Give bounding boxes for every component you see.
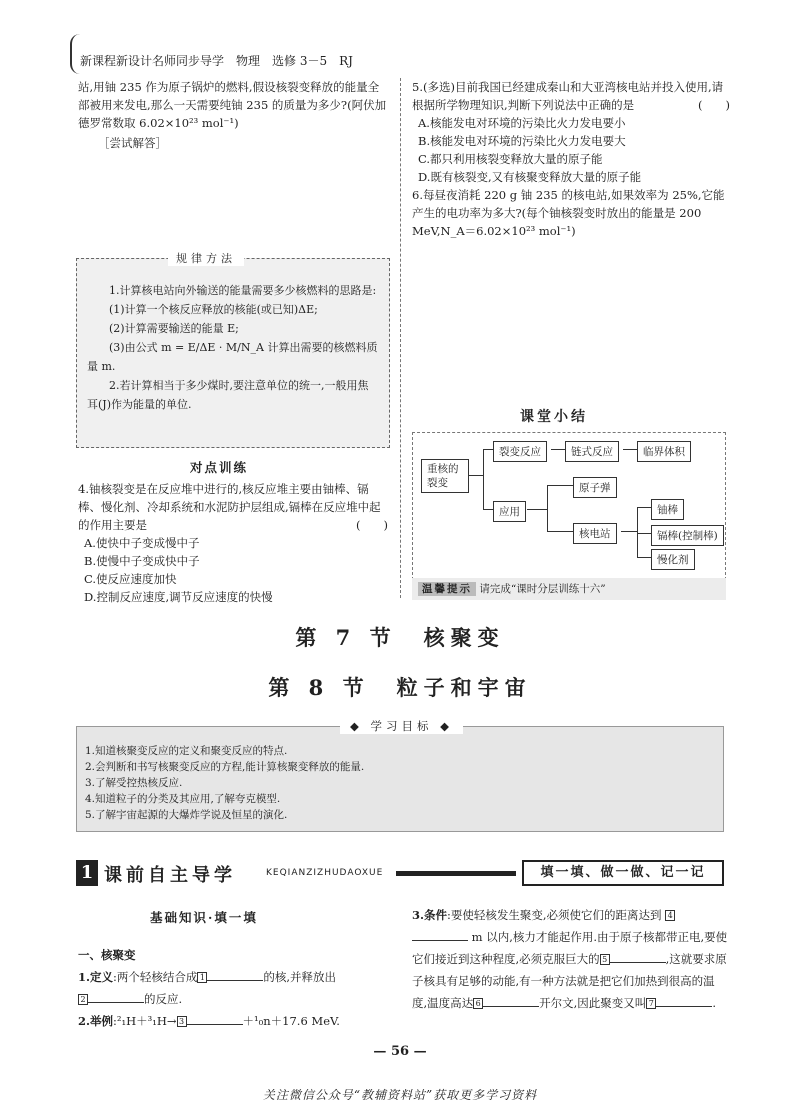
goal-item: 5.了解宇宙起源的大爆炸学说及恒星的演化. <box>85 809 288 821</box>
blank-2[interactable] <box>88 991 144 1003</box>
blank-number-icon: 6 <box>473 998 483 1009</box>
tip-text: 请完成“课时分层训练十六” <box>479 583 606 595</box>
example-text: :²₁H＋³₁H→ <box>113 1014 177 1028</box>
method-line-3: (2)计算需要输送的能量 E; <box>109 322 239 335</box>
connector <box>621 531 637 532</box>
question-continuation: 站,用铀 235 作为原子锅炉的燃料,假设核裂变释放的能量全部被用来发电,那么一天需要纯铀 235 的质量为多少?(阿伏加德罗常数取 6.02×10²³ mol⁻¹) <box>78 80 387 130</box>
q4-stem-text: 4.铀核裂变是在反应堆中进行的,核反应堆主要由铀棒、镉棒、慢化剂、冷却系统和水泥防护层组成,镉棒在反应堆中起的作用主要是 <box>78 482 381 532</box>
goal-item: 3.了解受控热核反应. <box>85 777 183 789</box>
learning-goals-box <box>76 726 724 832</box>
section-7-title: 第 7 节 核聚变 <box>295 625 505 650</box>
goal-item: 1.知道核聚变反应的定义和聚变反应的特点. <box>85 745 288 757</box>
dui-title: 对点训练 <box>190 460 249 475</box>
q4-option-b: B.使慢中子变成快中子 <box>84 554 200 568</box>
node-fission: 裂变反应 <box>493 441 547 462</box>
cond-text-b: m 以内,核力才能起作用.由于原子核都带正电,要使它们接近到这种程度,必须克服巨大的 <box>412 930 728 966</box>
node-critical: 临界体积 <box>637 441 691 462</box>
blank-3[interactable] <box>187 1013 243 1025</box>
connector <box>483 449 484 509</box>
method-line-5: 2.若计算相当于多少煤时,要注意单位的统一,一般用焦耳(J)作为能量的单位. <box>87 379 369 411</box>
def-label: 1.定义 <box>78 970 114 984</box>
column-divider <box>400 78 401 598</box>
node-root: 重核的裂变 <box>421 459 469 493</box>
blank-number-icon: 7 <box>646 998 656 1009</box>
fusion-heading: 一、核聚变 <box>78 948 136 962</box>
node-moderator: 慢化剂 <box>651 549 695 570</box>
q4-paren: ( ) <box>356 518 388 532</box>
left-column-text <box>78 78 388 152</box>
example-label: 2.举例 <box>78 1014 114 1028</box>
banner-bar <box>396 871 516 876</box>
connector <box>483 449 493 450</box>
def-text-b: 的核,并释放出 <box>263 970 337 984</box>
example-line <box>78 1010 378 1032</box>
blank-number-icon: 1 <box>197 972 207 983</box>
banner-right-label: 填一填、做一做、记一记 <box>522 860 724 886</box>
connector <box>637 533 651 534</box>
connector <box>637 557 651 558</box>
blank-4[interactable] <box>412 929 468 941</box>
tip-bar <box>412 578 726 600</box>
node-bomb: 原子弹 <box>573 477 617 498</box>
connector <box>637 507 638 557</box>
blank-number-icon: 4 <box>665 910 675 921</box>
connector <box>547 485 573 486</box>
connector <box>623 449 637 450</box>
connector <box>469 475 483 476</box>
fusion-condition <box>412 904 728 1014</box>
goal-title-text: 学习目标 <box>370 719 433 733</box>
q5-option-a: A.核能发电对环境的污染比火力发电要小 <box>418 116 626 130</box>
q4-option-d: D.控制反应速度,调节反应速度的快慢 <box>84 590 273 604</box>
right-column-text <box>412 78 730 240</box>
goal-arrow-right-icon: ◆ <box>440 719 454 733</box>
q4-stem <box>78 480 388 534</box>
definition-line <box>78 966 378 1010</box>
cond-text-d: 开尔文,因此聚变又叫 <box>539 996 647 1010</box>
condition-text <box>412 904 728 1014</box>
q5-option-c: C.都只利用核裂变释放大量的原子能 <box>418 152 603 166</box>
page-footer: 关注微信公众号“教辅资料站”获取更多学习资料 <box>262 1088 538 1102</box>
connector <box>551 449 565 450</box>
connector <box>547 531 573 532</box>
q4-option-c: C.使反应速度加快 <box>84 572 177 586</box>
example-tail: ＋¹₀n＋17.6 MeV. <box>242 1014 340 1028</box>
condition-label: 3.条件 <box>412 908 448 922</box>
cond-text-e: . <box>712 996 716 1010</box>
try-answer-label: ［尝试解答］ <box>98 136 167 150</box>
banner-number: 1 <box>76 860 98 886</box>
blank-6[interactable] <box>483 995 539 1007</box>
blank-number-icon: 5 <box>600 954 610 965</box>
goal-arrow-left-icon: ◆ <box>350 719 363 733</box>
method-line-2: (1)计算一个核反应释放的核能(或已知)ΔE; <box>109 303 318 316</box>
page-header: 新课程新设计名师同步导学 物理 选修 3－5 RJ <box>80 54 353 68</box>
method-line-1: 1.计算核电站向外输送的能量需要多少核燃料的思路是: <box>109 284 377 297</box>
node-u-rod: 铀棒 <box>651 499 684 520</box>
q5-option-d: D.既有核裂变,又有核聚变释放大量的原子能 <box>418 170 642 184</box>
learning-goals-title <box>340 718 463 734</box>
q5-paren: ( ) <box>698 98 730 112</box>
connector <box>527 509 547 510</box>
tip-label: 温馨提示 <box>418 582 476 596</box>
fusion-basics <box>78 944 378 1032</box>
node-app: 应用 <box>493 501 526 522</box>
banner-pinyin: KEQIANZIZHUDAOXUE <box>266 868 384 878</box>
summary-diagram <box>412 432 726 600</box>
node-cd-rod: 镉棒(控制棒) <box>651 525 724 546</box>
banner-title: 课前自主导学 <box>104 865 236 886</box>
q5-stem <box>412 78 730 114</box>
blank-number-icon: 3 <box>177 1016 187 1027</box>
goal-item: 2.会判断和书写核聚变反应的方程,能计算核聚变释放的能量. <box>85 761 365 773</box>
question-6: 6.每昼夜消耗 220 g 铀 235 的核电站,如果效率为 25%,它能产生的电功率为多大?(每个铀核裂变时放出的能量是 200 MeV,N_A＝6.02×10²³ mol⁻¹) <box>412 188 725 238</box>
goal-item: 4.知道粒子的分类及其应用,了解夸克模型. <box>85 793 281 805</box>
method-title: 规律方法 <box>168 250 244 266</box>
node-plant: 核电站 <box>573 523 617 544</box>
def-text-c: 的反应. <box>144 992 183 1006</box>
method-line-4: (3)由公式 m = E/ΔE · M/N_A 计算出需要的核燃料质量 m. <box>87 341 378 373</box>
section-8-title: 第 8 节 粒子和宇宙 <box>268 675 532 700</box>
blank-7[interactable] <box>656 995 712 1007</box>
def-text-a: :两个轻核结合成 <box>113 970 198 984</box>
cond-text-c: ,这就要求原子核具有足够的动能,有一种方法就是把它们加热到很高的温度,温度高达 <box>412 952 727 1010</box>
connector <box>547 485 548 531</box>
cond-text-a: :要使轻核发生聚变,必须使它们的距离达到 <box>447 908 662 922</box>
method-box <box>76 258 390 448</box>
blank-number-icon: 2 <box>78 994 88 1005</box>
basic-knowledge-title: 基础知识·填一填 <box>150 910 258 925</box>
connector <box>483 509 493 510</box>
q5-stem-text: 5.(多选)目前我国已经建成秦山和大亚湾核电站并投入使用,请根据所学物理知识,判断下列说法中正确的是 <box>412 80 724 112</box>
summary-title: 课堂小结 <box>520 409 588 425</box>
node-chain: 链式反应 <box>565 441 619 462</box>
q5-option-b: B.核能发电对环境的污染比火力发电要大 <box>418 134 626 148</box>
blank-5[interactable] <box>610 951 666 963</box>
q4-option-a: A.使快中子变成慢中子 <box>84 536 200 550</box>
blank-1[interactable] <box>207 969 263 981</box>
section-banner <box>76 860 724 886</box>
question-4 <box>78 480 388 606</box>
connector <box>637 507 651 508</box>
page-number: — 56 — <box>373 1044 427 1059</box>
